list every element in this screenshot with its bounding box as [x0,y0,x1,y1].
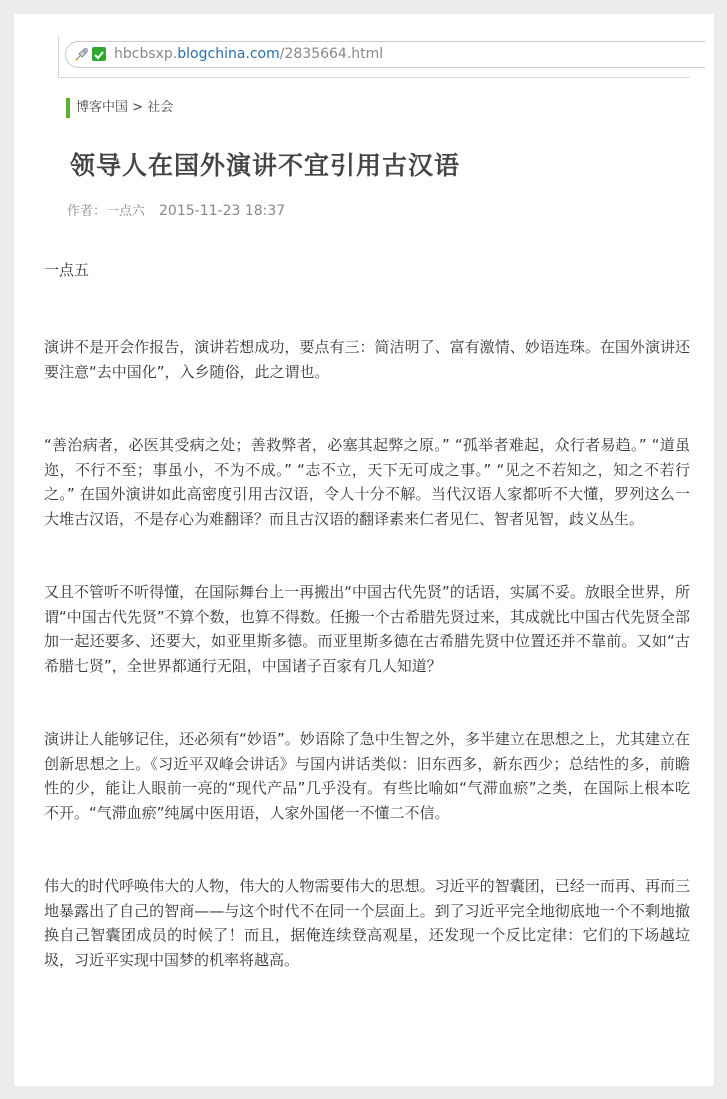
article-title: 领导人在国外演讲不宜引用古汉语 [70,151,461,180]
breadcrumb-home[interactable]: 博客中国 [76,100,129,115]
url-path: /2835664.html [279,46,384,62]
article-byline: 一点五 [44,261,90,279]
url-prefix: hbcbsxp. [114,46,178,62]
page [14,14,714,1086]
article-body [44,252,690,1021]
article-date: 2015-11-23 18:37 [159,203,286,219]
paragraph: “善治病者，必医其受病之处；善救弊者，必塞其起弊之原。” “孤举者难起，众行者易趋。” “道虽迩，不行不至；事虽小，不为不成。” “志不立，天下无可成之事。” “见之不若知之，知之不若行之。” 在国外演讲如此高密度引用古汉语，令人十分不解。当代汉语人家都听不大懂，罗列这么一大堆古汉语，不是存心为难翻译？而且古汉语的翻译素来仁者见仁、智者见智，歧义丛生。 [44,436,690,528]
article-meta [67,200,285,219]
breadcrumb-category[interactable]: 社会 [147,100,174,115]
breadcrumb-separator: > [128,100,148,115]
paragraph: 又且不管听不听得懂，在国际舞台上一再搬出“中国古代先贤”的话语，实属不妥。放眼全世界，所谓“中国古代先贤”不算个数，也算不得数。任搬一个古希腊先贤过来，其成就比中国古代先贤全部加一起还要多、还要大，如亚里斯多德。而亚里斯多德在古希腊先贤中位置还并不靠前。又如“古希腊七贤”，全世界都通行无阻，中国诸子百家有几人知道？ [44,583,690,675]
article-author[interactable]: 作者：一点六 [67,204,146,219]
address-bar[interactable] [65,41,705,68]
secure-check-icon [92,47,106,61]
paragraph: 演讲让人能够记住，还必须有“妙语”。妙语除了急中生智之外，多半建立在思想之上，尤其建立在创新思想之上。《习近平双峰会讲话》与国内讲话类似：旧东西多，新东西少；总结性的多，前瞻性的少，能让人眼前一亮的“现代产品”几乎没有。有些比喻如“气滞血瘀”之类，在国际上根本吃不开。“气滞血瘀”纯属中医用语，人家外国佬一不懂二不信。 [44,730,690,822]
rocket-icon [74,46,90,62]
paragraph: 伟大的时代呼唤伟大的人物，伟大的人物需要伟大的思想。习近平的智囊团，已经一而再、再而三地暴露出了自己的智商——与这个时代不在同一个层面上。到了习近平完全地彻底地一个不剩地撤换自己智囊团成员的时候了！而且，据俺连续登高观星，还发现一个反比定律：它们的下场越垃圾，习近平实现中国梦的机率将越高。 [44,877,690,969]
breadcrumb [66,98,173,118]
paragraph: 演讲不是开会作报告，演讲若想成功，要点有三：简洁明了、富有激情、妙语连珠。在国外演讲还要注意“去中国化”，入乡随俗，此之谓也。 [44,338,690,381]
browser-toolbar [58,36,690,78]
url-domain: blogchina.com [177,46,280,62]
url-text[interactable] [114,46,383,62]
